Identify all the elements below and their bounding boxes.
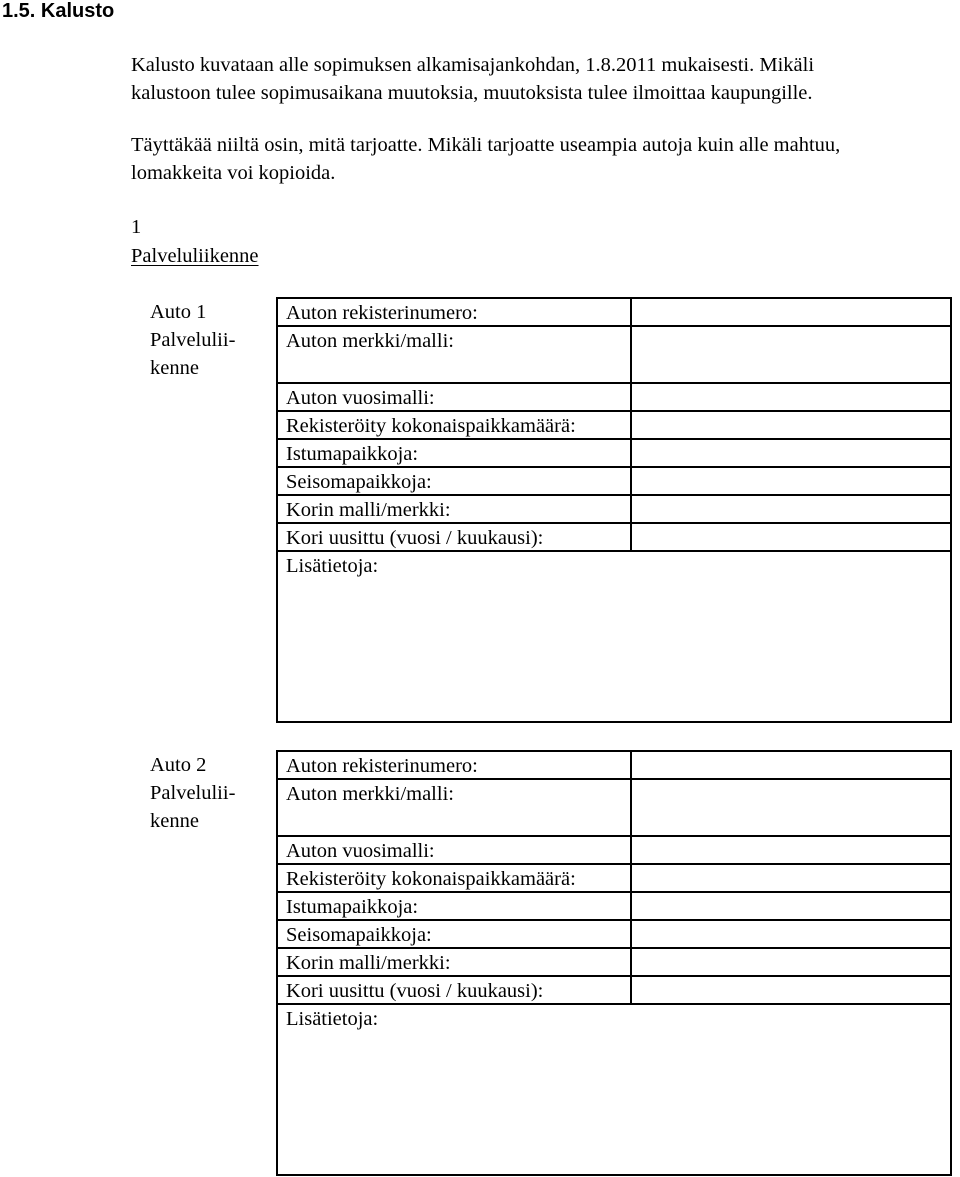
make-model-row: [278, 780, 950, 837]
body-renewed-row: [278, 977, 950, 1005]
body-renewed-label: Kori uusittu (vuosi / kuukausi):: [278, 977, 632, 1003]
intro-paragraph: [131, 51, 956, 107]
car-type-line-1: Palvelulii-: [150, 329, 236, 351]
model-year-label: Auton vuosimalli:: [278, 384, 632, 410]
make-model-field[interactable]: [632, 780, 950, 835]
body-model-field[interactable]: [632, 496, 950, 522]
body-renewed-label: Kori uusittu (vuosi / kuukausi):: [278, 524, 632, 550]
standing-seats-label: Seisomapaikkoja:: [278, 921, 632, 947]
notes-field[interactable]: [632, 552, 950, 716]
intro-line-1: Kalusto kuvataan alle sopimuksen alkamisajankohdan, 1.8.2011 mukaisesti. Mikäli: [131, 54, 815, 76]
standing-seats-field[interactable]: [632, 468, 950, 494]
model-year-field[interactable]: [632, 837, 950, 863]
body-model-row: [278, 949, 950, 977]
car-label: Auto 2: [150, 754, 207, 776]
car-1-form: [276, 297, 952, 723]
car-2-label-block: [150, 751, 260, 835]
car-2-form: [276, 750, 952, 1176]
category-name: Palveluliikenne: [131, 245, 259, 267]
notes-row: [278, 552, 950, 716]
notes-row: [278, 1005, 950, 1169]
total-seats-row: [278, 412, 950, 440]
model-year-label: Auton vuosimalli:: [278, 837, 632, 863]
make-model-row: [278, 327, 950, 384]
car-type-line-2: kenne: [150, 810, 199, 832]
sitting-seats-row: [278, 440, 950, 468]
total-seats-label: Rekisteröity kokonaispaikkamäärä:: [278, 865, 632, 891]
registration-number-field[interactable]: [632, 752, 950, 778]
notes-label: Lisätietoja:: [286, 1008, 379, 1030]
registration-number-row: [278, 299, 950, 327]
instruction-line-1: Täyttäkää niiltä osin, mitä tarjoatte. Mikäli tarjoatte useampia autoja kuin alle mahtuu,: [131, 134, 841, 156]
registration-number-field[interactable]: [632, 299, 950, 325]
model-year-row: [278, 384, 950, 412]
model-year-row: [278, 837, 950, 865]
intro-line-2: kalustoon tulee sopimusaikana muutoksia, muutoksista tulee ilmoittaa kaupungille.: [131, 82, 813, 104]
instruction-paragraph: [131, 131, 956, 187]
make-model-field[interactable]: [632, 327, 950, 382]
car-type-line-1: Palvelulii-: [150, 782, 236, 804]
registration-number-label: Auton rekisterinumero:: [278, 752, 632, 778]
total-seats-field[interactable]: [632, 412, 950, 438]
category-number: 1: [131, 216, 142, 238]
car-type-line-2: kenne: [150, 357, 199, 379]
standing-seats-field[interactable]: [632, 921, 950, 947]
notes-label: Lisätietoja:: [286, 555, 379, 577]
body-renewed-field[interactable]: [632, 977, 950, 1003]
sitting-seats-field[interactable]: [632, 440, 950, 466]
make-model-label: Auton merkki/malli:: [278, 780, 632, 835]
body-renewed-field[interactable]: [632, 524, 950, 550]
body-model-label: Korin malli/merkki:: [278, 496, 632, 522]
total-seats-field[interactable]: [632, 865, 950, 891]
make-model-label: Auton merkki/malli:: [278, 327, 632, 382]
registration-number-row: [278, 752, 950, 780]
total-seats-label: Rekisteröity kokonaispaikkamäärä:: [278, 412, 632, 438]
registration-number-label: Auton rekisterinumero:: [278, 299, 632, 325]
section-heading: 1.5. Kalusto: [2, 0, 115, 22]
body-model-field[interactable]: [632, 949, 950, 975]
body-model-row: [278, 496, 950, 524]
instruction-line-2: lomakkeita voi kopioida.: [131, 162, 336, 184]
body-renewed-row: [278, 524, 950, 552]
total-seats-row: [278, 865, 950, 893]
sitting-seats-label: Istumapaikkoja:: [278, 440, 632, 466]
standing-seats-row: [278, 921, 950, 949]
car-label: Auto 1: [150, 301, 207, 323]
body-model-label: Korin malli/merkki:: [278, 949, 632, 975]
car-1-label-block: [150, 298, 260, 382]
model-year-field[interactable]: [632, 384, 950, 410]
standing-seats-row: [278, 468, 950, 496]
sitting-seats-label: Istumapaikkoja:: [278, 893, 632, 919]
sitting-seats-row: [278, 893, 950, 921]
standing-seats-label: Seisomapaikkoja:: [278, 468, 632, 494]
notes-field[interactable]: [632, 1005, 950, 1169]
sitting-seats-field[interactable]: [632, 893, 950, 919]
